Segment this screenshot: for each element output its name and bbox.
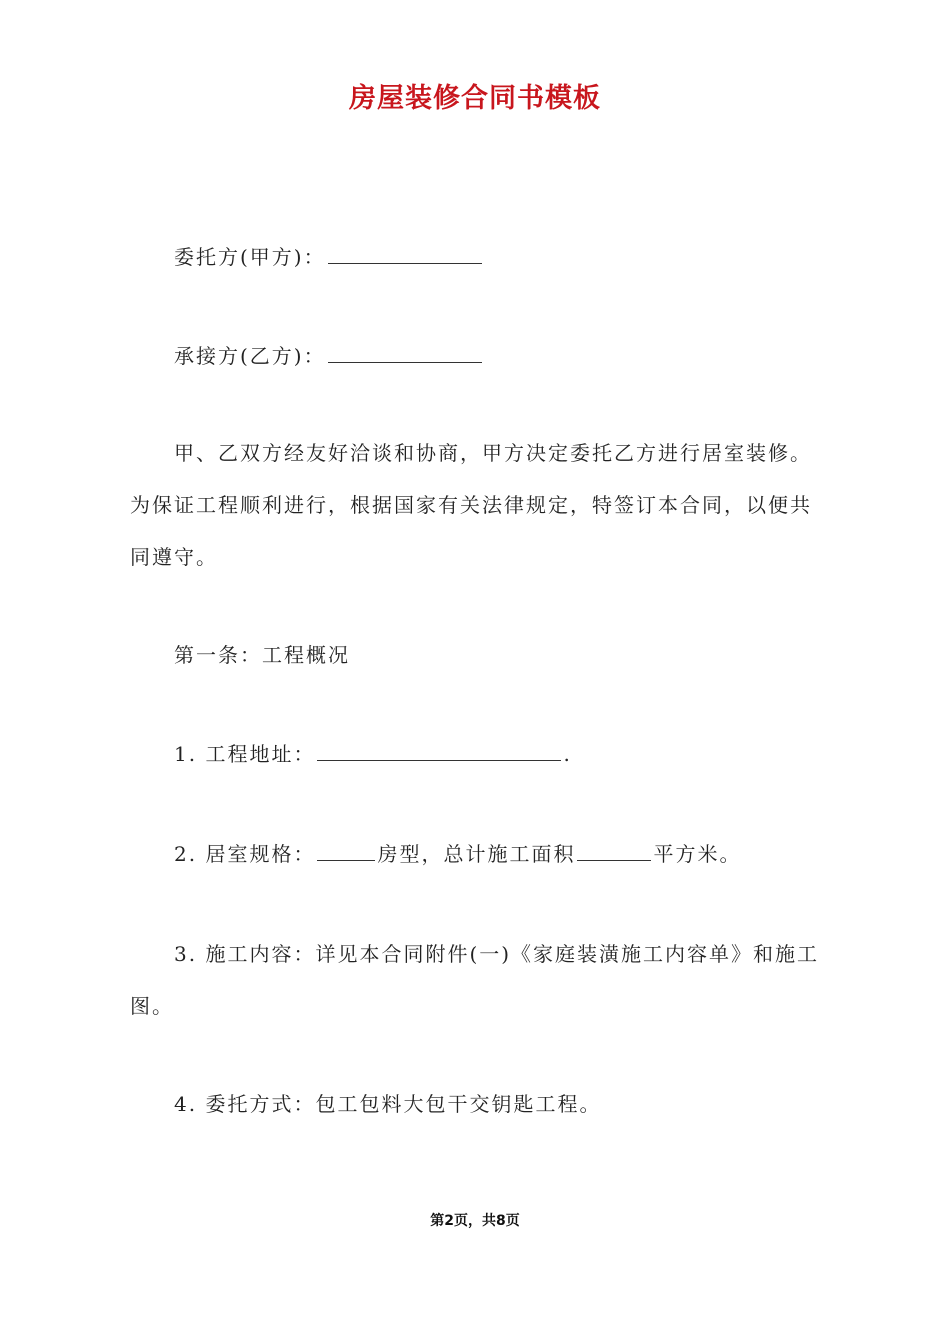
room-type-blank <box>317 840 375 861</box>
item3-paragraph: 3. 施工内容：详见本合同附件(一)《家庭装潢施工内容单》和施工图。 <box>130 942 820 1018</box>
intro-paragraph: 甲、乙双方经友好洽谈和协商，甲方决定委托乙方进行居室装修。为保证工程顺利进行，根据国家有关法律规定，特签订本合同，以便共同遵守。 <box>130 441 812 569</box>
party-b-line <box>174 330 484 382</box>
item2-end: 平方米。 <box>653 842 742 866</box>
party-b-label: 承接方(乙方)： <box>174 344 326 368</box>
party-a-blank <box>328 243 482 264</box>
area-blank <box>577 840 651 861</box>
item1-end: . <box>563 742 572 766</box>
item4-line: 4. 委托方式：包工包料大包干交钥匙工程。 <box>174 1092 602 1116</box>
item2-line <box>174 828 741 880</box>
item2-label: 2. 居室规格： <box>174 842 316 866</box>
item2-mid: 房型，总计施工面积 <box>377 842 576 866</box>
address-blank <box>317 740 561 761</box>
article1-heading: 第一条：工程概况 <box>174 643 350 667</box>
party-a-line <box>174 231 484 283</box>
page-number: 第2页，共8页 <box>430 1213 520 1229</box>
item1-line <box>174 728 572 780</box>
item1-label: 1. 工程地址： <box>174 742 316 766</box>
document-title: 房屋装修合同书模板 <box>349 83 601 114</box>
party-b-blank <box>328 342 482 363</box>
party-a-label: 委托方(甲方)： <box>174 245 326 269</box>
